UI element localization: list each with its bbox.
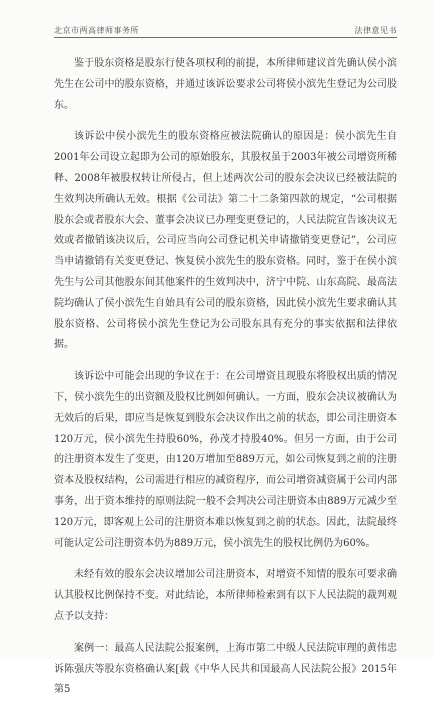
- paragraph-conclusion: 未经有效的股东会决议增加公司注册资本，对增资不知情的股东可要求确认其股权比例保持不变。对此结论，本所律师检索到有以下人民法院的裁判观点予以支持：: [54, 569, 397, 622]
- paragraph-dispute-analysis: 该诉讼中可能会出现的争议在于：在公司增资且现股东将股权出质的情况下，侯小滨先生的出资额及股权比例如何确认。一方面，股东会决议被确认为无效后的后果，即应当是恢复到股东会决议作出之前的状态，即公司注册资本120万元，侯小滨先生持股60%，孙茂才持股40%。但另一方面，由于公司的注册资本发生了变更，由120万增加至889万元，如公司恢复到之前的注册资本及股权结构，公司需进行相应的减资程序，而公司增资减资属于公司内部事务，出于资本维持的原则法院一般不会判决公司注册资本由889万元减少至120万元，即客观上公司的注册资本难以恢复到之前的状态。因此，法院最终可能认定公司注册资本仍为889万元，侯小滨先生的股权比例仍为60%。: [54, 371, 397, 549]
- paragraph-recommendation: 鉴于股东资格是股东行使各项权利的前提，本所律师建议首先确认侯小滨先生在公司中的股东资格，并通过该诉讼要求公司将侯小滨先生登记为公司股东。: [54, 58, 397, 111]
- document-body: [54, 54, 397, 696]
- firm-name: 北京市两高律师事务所: [54, 26, 139, 35]
- paragraph-case-one: 案例一：最高人民法院公报案例，上海市第二中级人民法院审理的黄伟忠诉陈强庆等股东资格确认案[载《中华人民共和国最高人民法院公报》2015年第5: [54, 642, 397, 696]
- document-type: 法律意见书: [354, 26, 397, 35]
- paragraph-shareholder-status-reason: 该诉讼中侯小滨先生的股东资格应被法院确认的原因是：侯小滨先生自2001年公司设立起即为公司的原始股东，其股权虽于2003年被公司增资所稀释、2008年被股权转让所侵占，但上述两次公司的股东会决议已经被法院的生效判决所确认无效。根据《公司法》第二十二条第四款的规定，“公司根据股东会或者股东大会、董事会决议已办理变更登记的，人民法院宣告该决议无效或者撤销该决议后，公司应当向公司登记机关申请撤销变更登记”，公司应当申请撤销有关变更登记、恢复侯小滨先生的股东资格。同时，鉴于在侯小滨先生与公司其他股东间其他案件的生效判决中，济宁中院、山东高院、最高法院均确认了侯小滨先生自始具有公司的股东资格，因此侯小滨先生要求确认其股东资格、公司将侯小滨先生登记为公司股东具有充分的事实依据和法律依据。: [54, 131, 397, 351]
- header-divider: [54, 37, 397, 38]
- page-header: [54, 22, 397, 36]
